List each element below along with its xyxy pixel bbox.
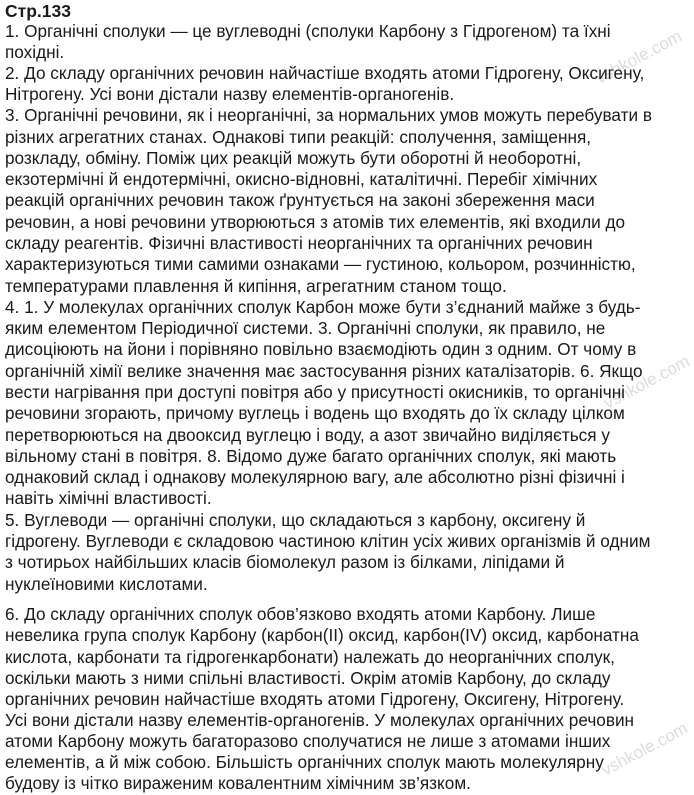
page-title: Стр.133 <box>5 1 71 21</box>
text-line: різних агрегатних станах. Однакові типи реакцій: сполучення, заміщення, <box>5 127 592 147</box>
text-line: будову із чітко вираженим ковалентним хімічним зв’язком. <box>5 773 471 793</box>
text-line: перетворюються на двооксид вуглецю і воду, а азот звичайно виділяється у <box>5 425 610 445</box>
text-line: Нітрогену. Усі вони дістали назву елементів-органогенів. <box>5 84 455 104</box>
text-line: вільному стані в повітря. 8. Відомо дуже багато органічних сполук, які мають <box>5 446 617 466</box>
text-line: Усі вони дістали назву елементів-органогенів. У молекулах органічних речовин <box>5 710 635 730</box>
text-line: екзотермічні й ендотермічні, окисно-відновні, каталітичні. Перебіг хімічних <box>5 169 598 189</box>
text-line: дисоціюють на йони і порівняно повільно взаємодіють один з одним. От чому в <box>5 339 637 359</box>
text-line: однаковий склад і однакову молекулярною вагу, але абсолютно різні фізичні і <box>5 467 625 487</box>
text-line: оскільки мають з ними спільні властивості. Окрім атомів Карбону, до складу <box>5 668 611 688</box>
watermark-bottom: vshkole.com <box>598 718 691 780</box>
text-line: 2. До складу органічних речовин найчастіше входять атоми Гідрогену, Оксигену, <box>5 63 645 83</box>
watermark-top: vshkole.com <box>592 26 685 88</box>
text-line: 4. 1. У молекулах органічних сполук Карбон може бути з’єднаний майже з будь- <box>5 297 641 317</box>
text-line: нуклеїновими кислотами. <box>5 574 208 594</box>
text-line: 1. Органічні сполуки — це вуглеводні (сполуки Карбону з Гідрогеном) та їхні <box>5 21 611 41</box>
text-line: реакцій органічних речовин також ґрунтується на законі збереження маси <box>5 190 595 210</box>
text-line: невелика група сполук Карбону (карбон(ІІ) оксид, карбон(IV) оксид, карбонатна <box>5 625 639 645</box>
text-line: кислота, карбонати та гідрогенкарбонати) належать до неорганічних сполук, <box>5 647 615 667</box>
watermark-middle: vshkole.com <box>600 351 693 413</box>
text-line: навіть хімічні властивості. <box>5 488 212 508</box>
text-line: яким елементом Періодичної системи. 3. Органічні сполуки, як правило, не <box>5 318 606 338</box>
text-line: атоми Карбону можуть багаторазово сполучатися не лише з атомами інших <box>5 731 611 751</box>
text-line: вести нагрівання при доступі повітря або у присутності окисників, то органічні <box>5 382 625 402</box>
text-line: характеризуються тими самими ознаками — густиною, кольором, розчинністю, <box>5 254 636 274</box>
text-line: елементів, а й між собою. Більшість органічних сполук мають молекулярну <box>5 752 604 772</box>
text-line: 5. Вуглеводи — органічні сполуки, що складаються з карбону, оксигену й <box>5 510 586 530</box>
text-line: органічних речовин найчастіше входять атоми Гідрогену, Оксигену, Нітрогену. <box>5 689 625 709</box>
text-line: 6. До складу органічних сполук обов’язково входять атоми Карбону. Лише <box>5 604 596 624</box>
text-line: речовини згорають, причому вуглець і водень що входять до їх складу цілком <box>5 403 625 423</box>
text-line: температурами плавлення й кипіння, агрегатним станом тощо. <box>5 276 507 296</box>
text-line: складу реагентів. Фізичні властивості неорганічних та органічних речовин <box>5 233 593 253</box>
text-line: з чотирьох найбільших класів біомолекул разом із білками, ліпідами й <box>5 552 565 572</box>
text-line: гідрогену. Вуглеводи є складовою частиною клітин усіх живих організмів й одним <box>5 531 651 551</box>
text-line: розкладу, обміну. Поміж цих реакцій можуть бути оборотні й необоротні, <box>5 148 582 168</box>
text-line: речовин, а нові речовини утворюються з атомів тих елементів, які входили до <box>5 212 626 232</box>
text-line: органічній хімії велике значення має застосування різних каталізаторів. 6. Якщо <box>5 361 643 381</box>
text-line: похідні. <box>5 42 65 62</box>
text-line: 3. Органічні речовини, як і неорганічні, за нормальних умов можуть перебувати в <box>5 105 652 125</box>
